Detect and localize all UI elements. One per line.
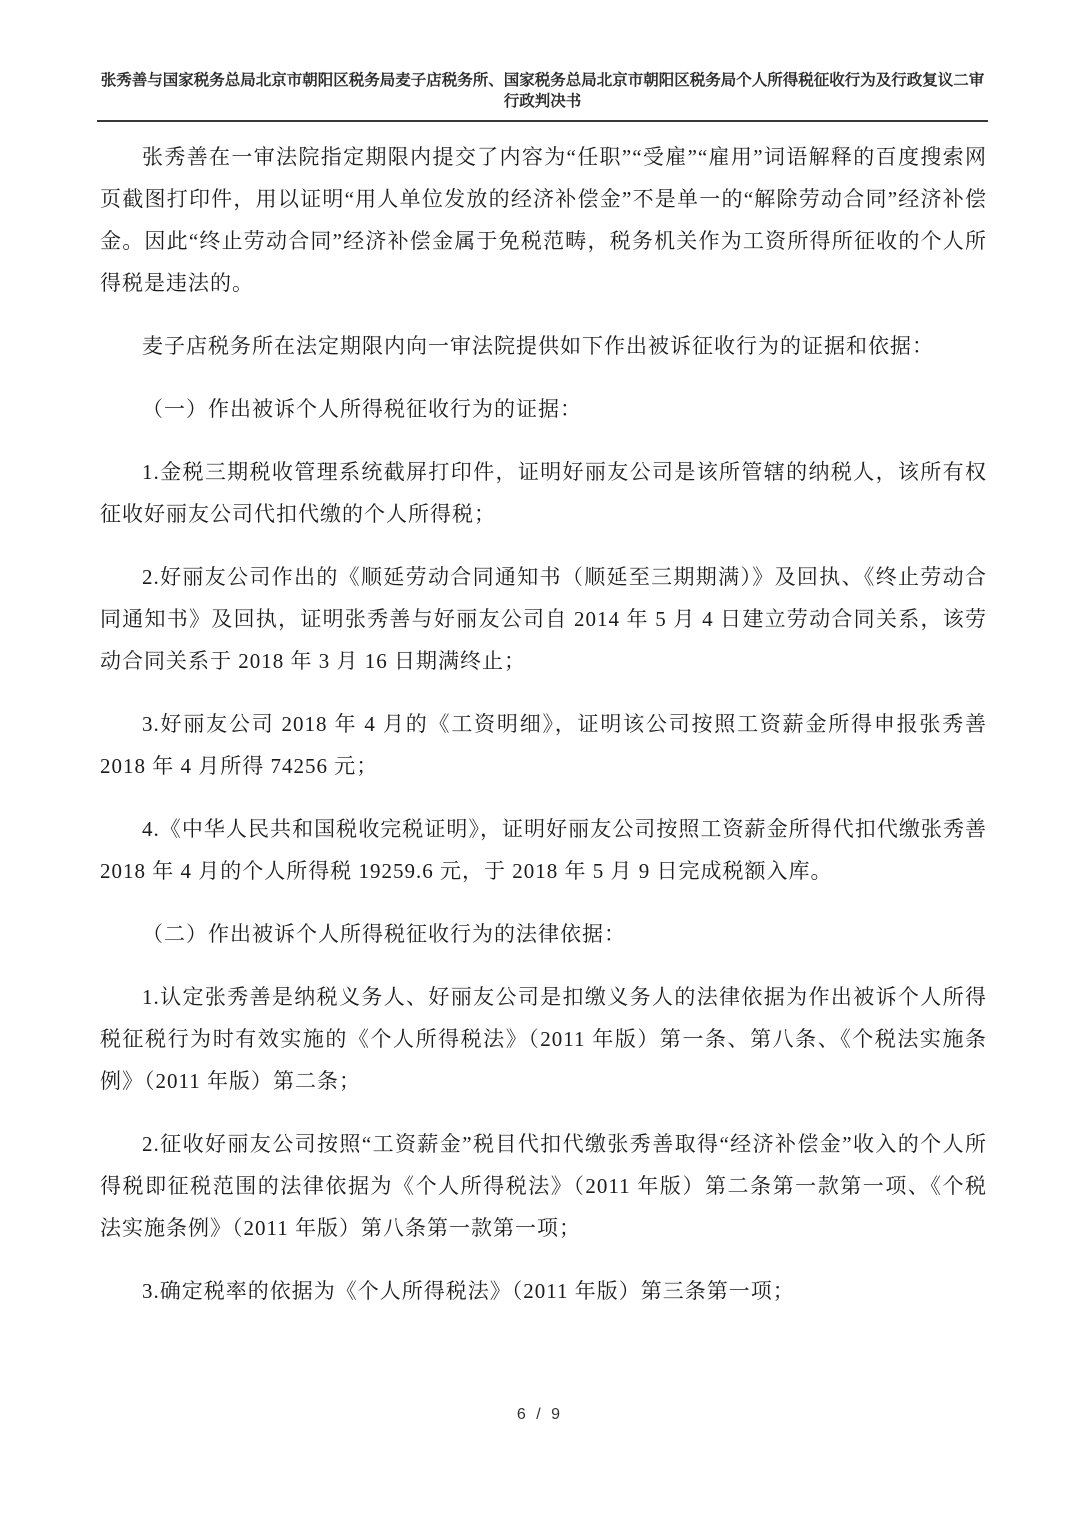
- body-paragraph: 4.《中华人民共和国税收完税证明》，证明好丽友公司按照工资薪金所得代扣代缴张秀善 2018 年 4 月的个人所得税 19259.6 元，于 2018 年 5 月 9 日完成税额入库。: [100, 817, 987, 883]
- body-paragraph: 麦子店税务所在法定期限内向一审法院提供如下作出被诉征收行为的证据和依据：: [142, 334, 934, 358]
- body-paragraph: 张秀善在一审法院指定期限内提交了内容为“任职”“受雇”“雇用”词语解释的百度搜索网页截图打印件，用以证明“用人单位发放的经济补偿金”不是单一的“解除劳动合同”经济补偿金。因此“终止劳动合同”经济补偿金属于免税范畴，税务机关作为工资所得所征收的个人所得税是违法的。: [100, 145, 987, 295]
- body-paragraph: 3.确定税率的依据为《个人所得税法》（2011 年版）第三条第一项；: [142, 1279, 795, 1303]
- body-paragraph: 2.好丽友公司作出的《顺延劳动合同通知书（顺延至三期期满）》及回执、《终止劳动合同通知书》及回执，证明张秀善与好丽友公司自 2014 年 5 月 4 日建立劳动合同关系，该劳动合同关系于 2018 年 3 月 16 日期满终止；: [100, 565, 987, 673]
- body-paragraph: 3.好丽友公司 2018 年 4 月的《工资明细》，证明该公司按照工资薪金所得申报张秀善 2018 年 4 月所得 74256 元；: [100, 712, 987, 778]
- body-paragraph: （一）作出被诉个人所得税征收行为的证据：: [142, 397, 582, 421]
- page-number: 6 / 9: [516, 1406, 564, 1423]
- body-paragraph: （二）作出被诉个人所得税征收行为的法律依据：: [142, 922, 626, 946]
- body-paragraph: 2.征收好丽友公司按照“工资薪金”税目代扣代缴张秀善取得“经济补偿金”收入的个人所得税即征税范围的法律依据为《个人所得税法》（2011 年版）第二条第一款第一项、《个税法实施条例》（2011 年版）第八条第一款第一项；: [100, 1132, 987, 1240]
- document-header-title: 张秀善与国家税务总局北京市朝阳区税务局麦子店税务所、国家税务总局北京市朝阳区税务局个人所得税征收行为及行政复议二审行政判决书: [97, 70, 988, 122]
- document-body: [100, 136, 987, 1333]
- body-paragraph: 1.金税三期税收管理系统截屏打印件，证明好丽友公司是该所管辖的纳税人，该所有权征收好丽友公司代扣代缴的个人所得税；: [100, 460, 987, 526]
- body-paragraph: 1.认定张秀善是纳税义务人、好丽友公司是扣缴义务人的法律依据为作出被诉个人所得税征税行为时有效实施的《个人所得税法》（2011 年版）第一条、第八条、《个税法实施条例》（2011 年版）第二条；: [100, 985, 987, 1093]
